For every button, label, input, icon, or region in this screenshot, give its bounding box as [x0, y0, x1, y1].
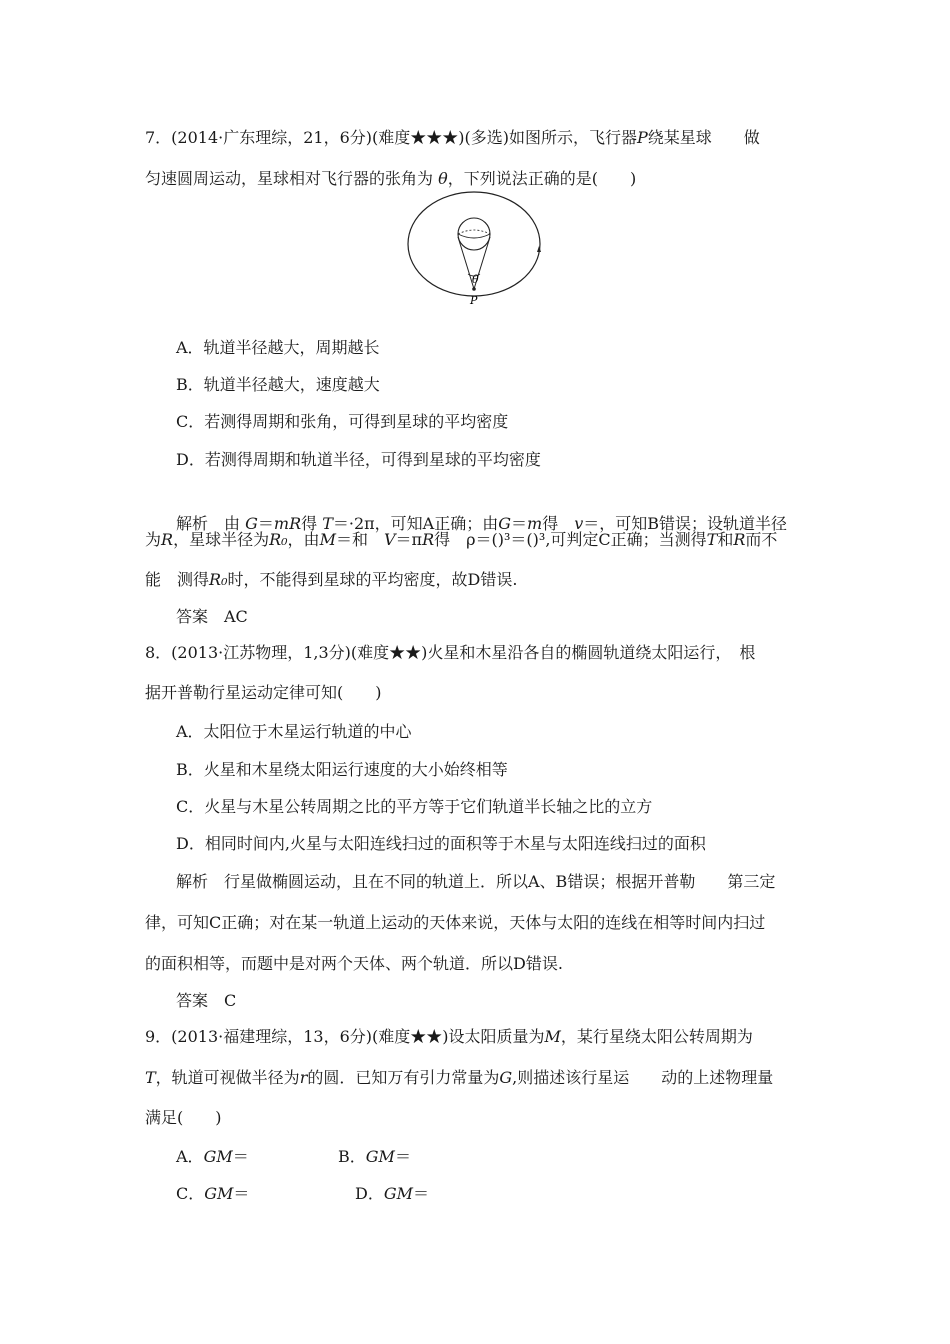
planet-equator-back [458, 230, 490, 234]
orbit-figure [405, 180, 545, 310]
q9-option-c: C．GM＝ [176, 1184, 250, 1203]
q8-option-b: B．火星和木星绕太阳运行速度的大小始终相等 [176, 760, 508, 779]
q9-option-a: A．GM＝ [176, 1147, 249, 1166]
q9-option-d: D．GM＝ [355, 1184, 430, 1203]
q8-analysis-line1: 解析 行星做椭圆运动，且在不同的轨道上．所以A、B错误；根据开普勒 第三定 [176, 872, 776, 891]
planet-equator [458, 234, 490, 238]
q7-stem-line1: 7．(2014·广东理综，21，6分)(难度★★★)(多选)如图所示，飞行器P绕某星球 做 [145, 128, 760, 147]
q8-analysis-line3: 的面积相等，而题中是对两个天体、两个轨道．所以D错误. [145, 954, 563, 973]
theta-label: θ [472, 273, 479, 286]
point-p-dot [472, 287, 476, 291]
planet-sphere [458, 218, 490, 250]
q7-analysis-line3: 能 测得R₀时，不能得到星球的平均密度，故D错误. [145, 570, 518, 589]
q8-option-d: D．相同时间内,火星与太阳连线扫过的面积等于木星与太阳连线扫过的面积 [176, 834, 706, 853]
point-p-label: P [470, 294, 478, 307]
q8-answer: 答案 C [176, 991, 237, 1010]
q9-stem-line2: T，轨道可视做半径为r的圆．已知万有引力常量为G,则描述该行星运 动的上述物理量 [145, 1068, 774, 1087]
q7-option-d: D．若测得周期和轨道半径，可得到星球的平均密度 [176, 450, 541, 469]
q9-stem-line3: 满足( ) [145, 1108, 222, 1127]
q9-option-b: B．GM＝ [338, 1147, 411, 1166]
q7-analysis-line2: 为R，星球半径为R₀，由M＝和 V＝πR得 ρ＝()³＝()³,可判定C正确；当测得T和R而不 [145, 530, 778, 549]
q7-option-a: A．轨道半径越大，周期越长 [176, 338, 380, 357]
q8-analysis-line2: 律，可知C正确；对在某一轨道上运动的天体来说，天体与太阳的连线在相等时间内扫过 [145, 913, 766, 932]
q8-stem-line1: 8．(2013·江苏物理，1,3分)(难度★★)火星和木星沿各自的椭圆轨道绕太阳运行， 根 [145, 643, 756, 662]
q8-stem-line2: 据开普勒行星运动定律可知( ) [145, 683, 382, 702]
q7-option-c: C．若测得周期和张角，可得到星球的平均密度 [176, 412, 509, 431]
q7-analysis-line1: 解析 由 G＝mR得 T＝·2π，可知A正确；由G＝m得 v＝，可知B错误；设轨道半径 [176, 514, 788, 533]
q8-option-c: C．火星与木星公转周期之比的平方等于它们轨道半长轴之比的立方 [176, 797, 653, 816]
q7-option-b: B．轨道半径越大，速度越大 [176, 375, 380, 394]
q8-option-a: A．太阳位于木星运行轨道的中心 [176, 722, 412, 741]
q7-stem-line2: 匀速圆周运动，星球相对飞行器的张角为 θ，下列说法正确的是( ) [145, 169, 637, 188]
q9-stem-line1: 9．(2013·福建理综，13，6分)(难度★★)设太阳质量为M，某行星绕太阳公转周期为 [145, 1027, 753, 1046]
q7-answer: 答案 AC [176, 607, 248, 626]
